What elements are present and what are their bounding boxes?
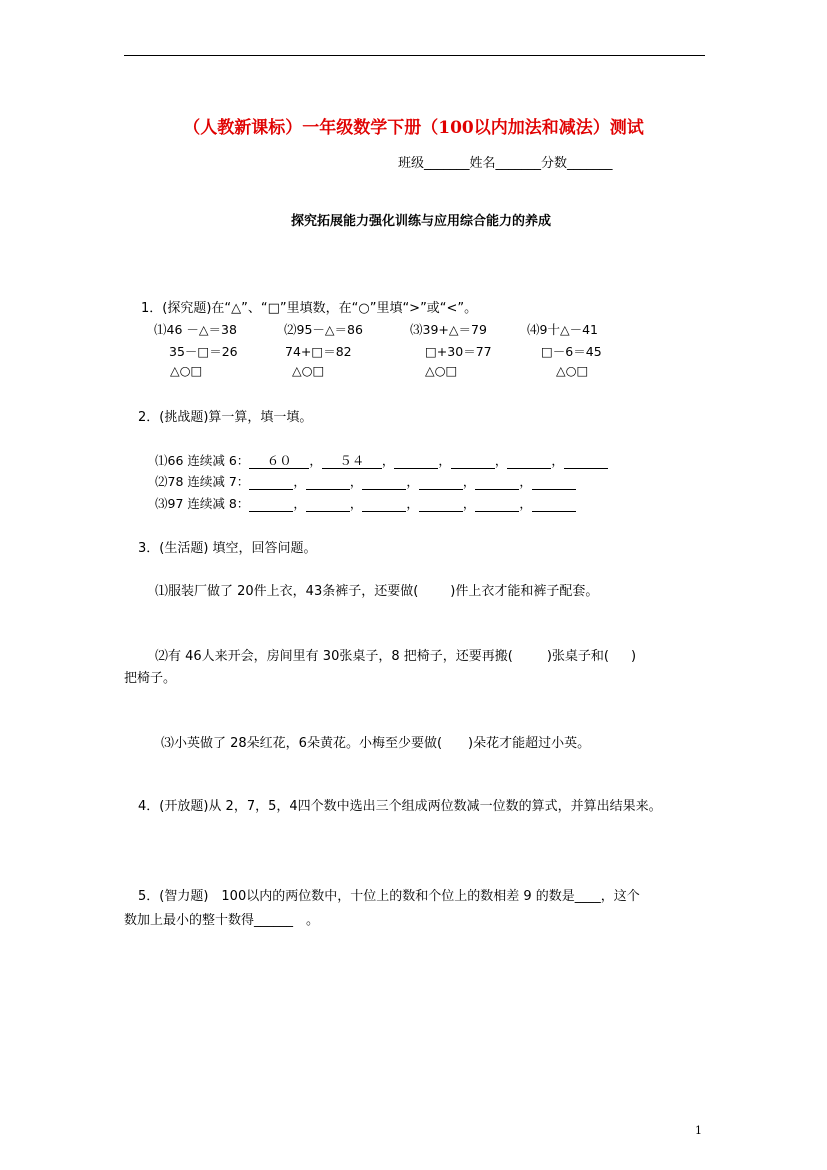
answer-blank[interactable] bbox=[394, 453, 438, 469]
score-blank: _______ bbox=[567, 156, 613, 171]
q3-part-1-text: )件上衣才能和裤子配套。 bbox=[450, 584, 599, 599]
section-subtitle: 探究拓展能力强化训练与应用综合能力的养成 bbox=[290, 214, 551, 229]
q3-part-2-text: ⑵有 46人来开会，房间里有 30张桌子，8 把椅子，还要再搬( bbox=[155, 649, 513, 664]
score-label: 分数 bbox=[541, 156, 568, 171]
q1-compare-3: △○□ bbox=[425, 363, 458, 378]
q3-part-1 bbox=[155, 580, 598, 599]
class-label: 班级 bbox=[398, 156, 425, 171]
q3-part-1-text: ⑴服装厂做了 20件上衣，43条裤子，还要做( bbox=[155, 584, 419, 599]
answer-blank[interactable] bbox=[475, 474, 519, 490]
q1-compare-2: △○□ bbox=[292, 363, 325, 378]
q2-line-label: ⑵78 连续减 7： bbox=[155, 474, 250, 489]
answer-blank[interactable] bbox=[419, 474, 463, 490]
q3-part-2-text: )张桌子和( bbox=[546, 649, 609, 664]
q3-prompt: 3．(生活题) 填空，回答问题。 bbox=[138, 541, 317, 556]
q1-compare-4: △○□ bbox=[556, 363, 589, 378]
q3-part-3-text: )朵花才能超过小英。 bbox=[468, 736, 591, 751]
answer-blank[interactable] bbox=[507, 453, 551, 469]
page-number: 1 bbox=[695, 1124, 702, 1137]
q2-line-2: ⑵78 连续减 7： ， ， ， ， ， bbox=[155, 472, 576, 490]
q1-eq-2a: ⑵95－△＝86 bbox=[284, 322, 363, 337]
q5-text: 。 bbox=[293, 913, 320, 928]
name-label: 姓名 bbox=[469, 156, 496, 171]
answer-blank[interactable]: ５４ bbox=[322, 453, 382, 469]
q1-eq-4a: ⑷9十△－41 bbox=[527, 322, 598, 337]
q1-eq-1a: ⑴46 －△＝38 bbox=[154, 322, 237, 337]
q3-part-3-text: ⑶小英做了 28朵红花，6朵黄花。小梅至少要做( bbox=[161, 736, 443, 751]
answer-blank[interactable] bbox=[306, 496, 350, 512]
class-blank: _______ bbox=[424, 156, 470, 171]
q4-prompt: 4．(开放题)从 2，7，5，4四个数中选出三个组成两位数减一位数的算式，并算出结果来。 bbox=[138, 799, 662, 814]
answer-blank[interactable] bbox=[564, 453, 608, 469]
q1-eq-1b: 35－□＝26 bbox=[169, 344, 238, 359]
q5-line-1 bbox=[138, 885, 640, 904]
q5-line-2 bbox=[124, 909, 319, 928]
answer-blank[interactable] bbox=[451, 453, 495, 469]
q2-line-1: ⑴66 连续减 6： ６０ ， ５４ ， ， ， ， bbox=[155, 451, 608, 469]
answer-blank[interactable] bbox=[306, 474, 350, 490]
answer-blank[interactable]: ６０ bbox=[249, 453, 309, 469]
answer-blank[interactable]: ______ bbox=[254, 913, 294, 928]
q3-part-2-text: ) bbox=[630, 649, 637, 664]
q1-eq-2b: 74+□＝82 bbox=[285, 344, 352, 359]
answer-blank[interactable] bbox=[532, 496, 576, 512]
q1-eq-3a: ⑶39+△＝79 bbox=[410, 322, 487, 337]
q1-eq-4b: □－6＝45 bbox=[541, 344, 602, 359]
q2-line-3: ⑶97 连续减 8： ， ， ， ， ， bbox=[155, 494, 576, 512]
answer-blank[interactable]: ____ bbox=[574, 889, 601, 904]
answer-blank[interactable] bbox=[475, 496, 519, 512]
q5-text: 5．(智力题) 100以内的两位数中，十位上的数和个位上的数相差 9 的数是 bbox=[138, 889, 575, 904]
student-info-line bbox=[398, 152, 613, 171]
answer-blank[interactable] bbox=[532, 474, 576, 490]
answer-blank[interactable] bbox=[249, 496, 293, 512]
answer-blank[interactable] bbox=[419, 496, 463, 512]
q5-text: ，这个 bbox=[600, 889, 640, 904]
answer-blank[interactable] bbox=[362, 474, 406, 490]
header-rule bbox=[124, 55, 705, 56]
name-blank: _______ bbox=[495, 156, 542, 171]
q5-text: 数加上最小的整十数得 bbox=[124, 913, 255, 928]
q1-compare-1: △○□ bbox=[170, 363, 203, 378]
q1-prompt: 1．(探究题)在“△”、“□”里填数，在“○”里填“>”或“<”。 bbox=[141, 301, 478, 316]
answer-blank[interactable] bbox=[362, 496, 406, 512]
answer-blank[interactable] bbox=[249, 474, 293, 490]
q1-eq-3b: □+30＝77 bbox=[425, 344, 492, 359]
q3-part-2-cont: 把椅子。 bbox=[124, 671, 177, 686]
page-title: （人教新课标）一年级数学下册（100以内加法和减法）测试 bbox=[183, 118, 644, 138]
q2-prompt: 2．(挑战题)算一算，填一填。 bbox=[138, 410, 313, 425]
q3-part-3 bbox=[161, 732, 590, 751]
q3-part-2 bbox=[155, 645, 636, 664]
q2-line-label: ⑴66 连续减 6： bbox=[155, 453, 250, 468]
q2-line-label: ⑶97 连续减 8： bbox=[155, 496, 250, 511]
